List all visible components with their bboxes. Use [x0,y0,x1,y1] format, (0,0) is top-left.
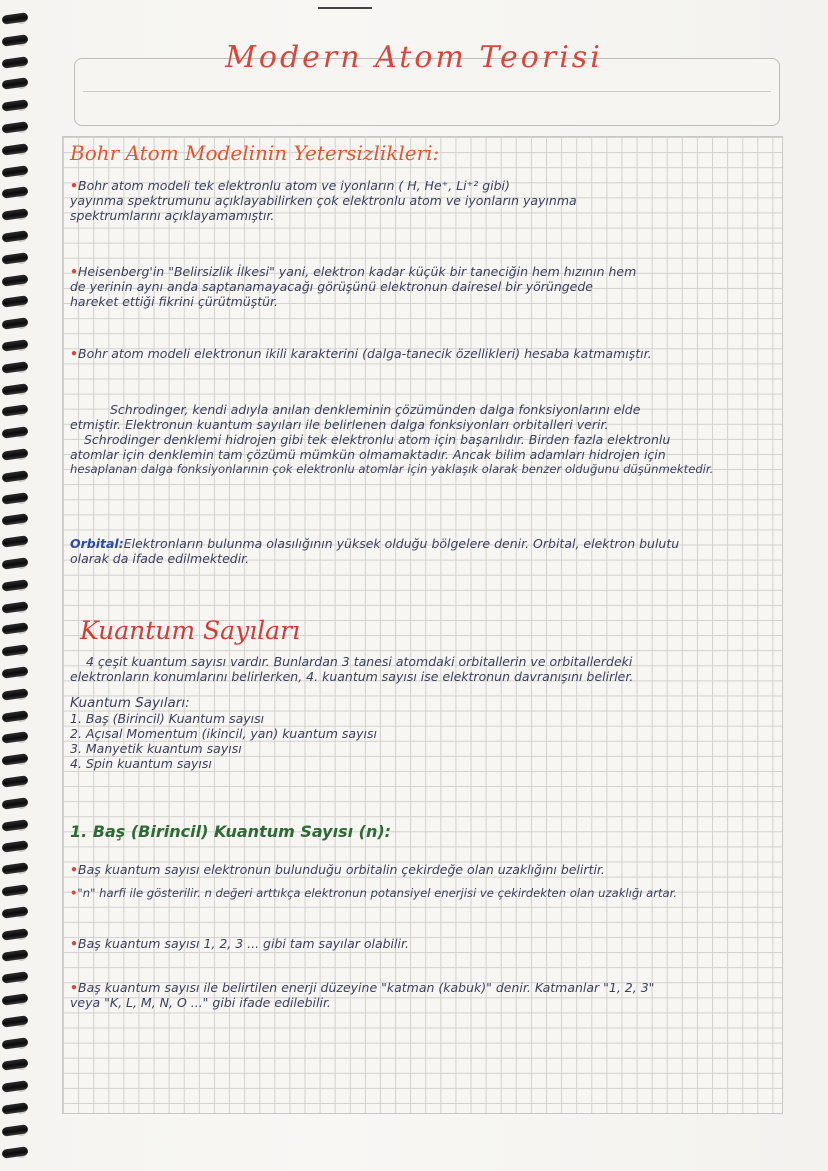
bohr-bullet-1-line-3: spektrumlarını açıklayamamıştır. [70,208,275,223]
spiral-ring [2,187,29,200]
schrodinger-line-5: hesaplanan dalga fonksiyonlarının çok elektronlu atomlar için yaklaşık olarak benzer olduğunu düşünmektedir. [70,462,714,476]
orbital-definition [70,536,782,566]
page-title: Modern Atom Teorisi [225,40,603,75]
bohr-bullet-2-line-3: hareket ettiği fikrini çürütmüştür. [70,294,279,309]
bullet-dot: • [70,264,78,279]
title-box-rule [83,91,771,92]
bohr-bullet-2-line-2: de yerinin aynı anda saptanamayacağı görüşünü elektronun dairesel bir yörüngede [70,279,593,294]
bohr-bullet-1 [70,178,782,223]
spiral-binding [0,0,36,1171]
kuantum-intro-line-2: elektronların konumlarını belirlerken, 4. kuantum sayısı ise elektronun davranışını belirler. [70,669,634,684]
schrodinger-line-1: Schrodinger, kendi adıyla anılan denkleminin çözümünden dalga fonksiyonlarını elde [110,402,641,417]
kuantum-list-item: 1. Baş (Birincil) Kuantum sayısı [70,711,265,726]
bas-bullet-3-text: Baş kuantum sayısı 1, 2, 3 ... gibi tam sayılar olabilir. [78,936,409,951]
orbital-label: Orbital: [70,536,124,551]
bullet-dot: • [70,980,78,995]
spiral-ring [2,514,29,527]
kuantum-section [70,616,782,646]
top-edge-mark [318,7,372,9]
bas-bullet-2-text: "n" harfi ile gösterilir. n değeri arttıkça elektronun potansiyel enerjisi ve çekirdekten olan uzaklığı artar. [77,886,678,900]
bas-bullet-4-line-1: Baş kuantum sayısı ile belirtilen enerji düzeyine "katman (kabuk)" denir. Katmanlar "1, 2, 3" [78,980,655,995]
spiral-ring [2,296,29,309]
orbital-line-1: Elektronların bulunma olasılığının yüksek olduğu bölgelere denir. Orbital, elektron bulutu [123,536,680,551]
bas-bullet-4-line-2: veya "K, L, M, N, O ..." gibi ifade edilebilir. [70,995,331,1010]
spiral-ring [2,950,29,963]
bas-bullet-1-text: Baş kuantum sayısı elektronun bulunduğu orbitalin çekirdeğe olan uzaklığını belirtir. [78,862,605,877]
bas-bullet-4 [70,980,782,1010]
spiral-ring [2,732,29,745]
spiral-ring [2,405,29,418]
spiral-ring [2,841,29,854]
spiral-ring [2,78,29,91]
bas-bullet-1 [70,862,782,877]
bohr-bullet-3-line-1: Bohr atom modeli elektronun ikili karakterini (dalga-tanecik özellikleri) hesaba katmamıştır. [78,346,652,361]
bohr-heading: Bohr Atom Modelinin Yetersizlikleri: [70,141,440,165]
bohr-section [70,140,782,166]
bohr-bullet-2 [70,264,782,309]
kuantum-intro [70,654,782,684]
bas-heading: 1. Baş (Birincil) Kuantum Sayısı (n): [70,822,392,841]
bullet-dot: • [70,178,78,193]
schrodinger-paragraph [70,402,782,477]
kuantum-intro-line-1: 4 çeşit kuantum sayısı vardır. Bunlardan 3 tanesi atomdaki orbitallerin ve orbitallerdeki [86,654,633,669]
kuantum-list-item: 4. Spin kuantum sayısı [70,756,212,771]
bohr-bullet-3 [70,346,782,361]
spiral-ring [2,1059,29,1072]
bullet-dot: • [70,936,78,951]
schrodinger-line-3: Schrodinger denklemi hidrojen gibi tek elektronlu atom için başarılıdır. Birden fazla elektronlu [84,432,671,447]
bohr-bullet-1-line-1: Bohr atom modeli tek elektronlu atom ve iyonların ( H, He⁺, Li⁺² gibi) [78,178,510,193]
kuantum-list-item: 2. Açısal Momentum (ikincil, yan) kuantum sayısı [70,726,377,741]
spiral-ring [2,623,29,636]
bas-bullet-2 [70,886,782,901]
schrodinger-line-4: atomlar için denklemin tam çözümü mümkün olmamaktadır. Ancak bilim adamları hidrojen için [70,447,666,462]
kuantum-list [70,696,782,771]
bohr-bullet-1-line-2: yayınma spektrumunu açıklayabilirken çok elektronlu atom ve iyonların yayınma [70,193,577,208]
bohr-bullet-2-line-1: Heisenberg'in "Belirsizlik İlkesi" yani, elektron kadar küçük bir taneciğin hem hızının hem [78,264,637,279]
kuantum-heading: Kuantum Sayıları [80,616,301,645]
kuantum-list-item: 3. Manyetik kuantum sayısı [70,741,242,756]
schrodinger-line-2: etmiştir. Elektronun kuantum sayıları ile belirlenen dalga fonksiyonları orbitalleri verir. [70,417,609,432]
bullet-dot: • [70,346,78,361]
bullet-dot: • [70,862,78,877]
bullet-dot: • [70,886,78,900]
bas-section [70,822,782,842]
orbital-line-2: olarak da ifade edilmektedir. [70,551,250,566]
bas-bullet-3 [70,936,782,951]
kuantum-list-title: Kuantum Sayıları: [70,695,190,711]
